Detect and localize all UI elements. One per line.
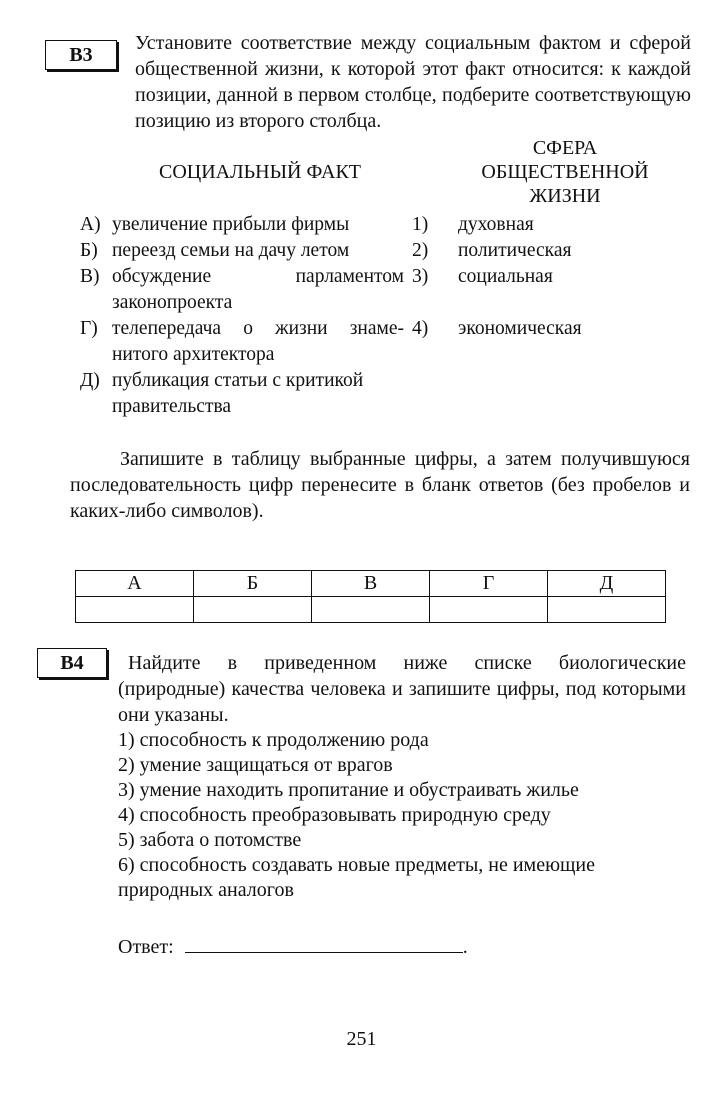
answer-cell-a[interactable]	[76, 597, 194, 623]
sphere-2	[412, 238, 692, 264]
sphere-3	[412, 264, 692, 290]
sphere-number: 2)	[412, 240, 429, 261]
task-badge-b4: В4	[37, 648, 107, 678]
answer-header-b: Б	[194, 571, 312, 597]
fact-a	[80, 212, 410, 238]
list-item: 1) способность к продолжению рода	[118, 729, 429, 751]
list-item: 3) умение находить пропитание и обустраивать жилье	[118, 779, 579, 801]
fact-b	[80, 238, 410, 264]
list-item: 5) забота о потомстве	[118, 829, 302, 851]
fact-d	[80, 368, 410, 420]
sphere-4	[412, 316, 692, 342]
answer-header-a: А	[76, 571, 194, 597]
answer-cell-d[interactable]	[548, 597, 666, 623]
answer-end-period: .	[462, 936, 468, 958]
fact-text: публикация статьи с критикой	[112, 370, 364, 391]
fact-text: телепередача о жизни знаме-	[112, 318, 404, 339]
sphere-text: духовная	[458, 214, 534, 235]
answer-cell-v[interactable]	[312, 597, 430, 623]
fact-text: обсуждение парламентом	[112, 266, 404, 287]
answer-header-v: В	[312, 571, 430, 597]
sphere-header-line-3: ЖИЗНИ	[529, 185, 601, 207]
answer-table-input-row[interactable]	[76, 597, 666, 623]
fact-label: Д)	[80, 370, 100, 391]
sphere-text: экономическая	[458, 318, 582, 339]
answer-table-header-row	[76, 571, 666, 597]
list-item: 4) способность преобразовывать природную среду	[118, 804, 551, 826]
fact-g	[80, 316, 410, 368]
list-item: 6) способность создавать новые предметы, не имеющие природных аналогов	[118, 854, 596, 901]
fact-text: увеличение прибыли фирмы	[112, 214, 350, 235]
fact-label: В)	[80, 266, 100, 287]
fact-text-cont: законопроекта	[112, 292, 233, 313]
fact-text-cont: нитого архитектора	[112, 344, 275, 365]
sphere-number: 4)	[412, 318, 429, 339]
fact-v	[80, 264, 410, 316]
fact-label: Б)	[80, 240, 98, 261]
sphere-text: социальная	[458, 266, 553, 287]
list-item: 2) умение защищаться от врагов	[118, 754, 393, 776]
sphere-header-line-2: ОБЩЕСТВЕННОЙ	[481, 161, 649, 183]
column-header-fact: СОЦИАЛЬНЫЙ ФАКТ	[158, 161, 362, 183]
task-b3-instruction: Установите соответствие между социальным фактом и сферой общественной жизни, к которой этот факт относится: к каждой позиции, данной в первом столбце, подберите соответствующую позицию из второго столбца.	[135, 32, 691, 132]
task-b4-instruction: Найдите в приведенном ниже списке биологические (природные) качества человека и запишите цифры, под которыми они указаны.	[118, 652, 686, 726]
answer-header-d: Д	[548, 571, 666, 597]
fact-text-cont: правительства	[112, 396, 232, 417]
b4-items-list	[118, 728, 678, 903]
fact-label: А)	[80, 214, 101, 235]
answer-cell-b[interactable]	[194, 597, 312, 623]
b3-write-instruction: Запишите в таблицу выбранные цифры, а затем получившуюся последовательность цифр перенесите в бланк ответов (без пробелов и каких-либо символов).	[70, 448, 690, 522]
fact-label: Г)	[80, 318, 98, 339]
page-number: 251	[346, 1028, 377, 1050]
column-header-sphere	[450, 136, 680, 208]
b4-answer-row	[118, 932, 468, 960]
sphere-number: 1)	[412, 214, 429, 235]
task-badge-b3: В3	[45, 40, 117, 70]
sphere-header-line-1: СФЕРА	[532, 137, 598, 159]
sphere-text: политическая	[458, 240, 572, 261]
answer-label: Ответ:	[118, 936, 174, 958]
answer-header-g: Г	[430, 571, 548, 597]
fact-text: переезд семьи на дачу летом	[112, 240, 350, 261]
sphere-number: 3)	[412, 266, 429, 287]
answer-input-line[interactable]	[185, 932, 463, 953]
answer-table	[75, 570, 666, 623]
answer-cell-g[interactable]	[430, 597, 548, 623]
sphere-1	[412, 212, 692, 238]
